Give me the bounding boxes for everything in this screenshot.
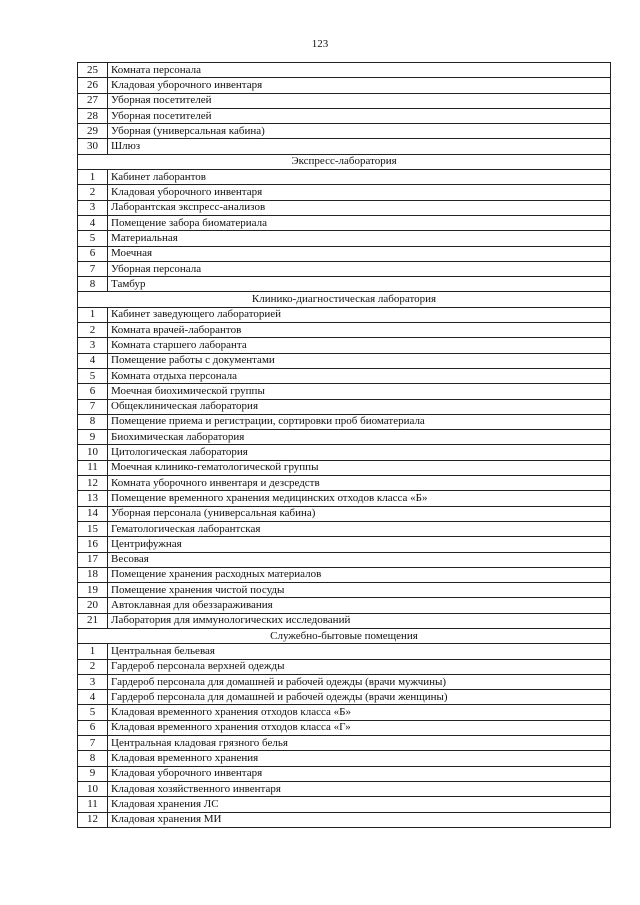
table-row bbox=[78, 720, 611, 735]
table-row bbox=[78, 430, 611, 445]
table-row bbox=[78, 445, 611, 460]
room-name: Комната уборочного инвентаря и дезсредств bbox=[108, 476, 611, 491]
room-name: Гематологическая лаборантская bbox=[108, 521, 611, 536]
room-number: 10 bbox=[78, 781, 108, 796]
room-name: Шлюз bbox=[108, 139, 611, 154]
room-name: Комната врачей-лаборантов bbox=[108, 323, 611, 338]
table-row bbox=[78, 231, 611, 246]
room-name: Уборная персонала (универсальная кабина) bbox=[108, 506, 611, 521]
table-row bbox=[78, 215, 611, 230]
room-number: 15 bbox=[78, 521, 108, 536]
table-row bbox=[78, 368, 611, 383]
room-number: 11 bbox=[78, 797, 108, 812]
room-name: Кладовая уборочного инвентаря bbox=[108, 766, 611, 781]
section-header-row bbox=[78, 292, 611, 307]
room-number: 25 bbox=[78, 63, 108, 78]
room-number: 1 bbox=[78, 170, 108, 185]
table-row bbox=[78, 353, 611, 368]
table-row bbox=[78, 307, 611, 322]
room-name: Моечная биохимической группы bbox=[108, 384, 611, 399]
room-name: Центральная кладовая грязного белья bbox=[108, 736, 611, 751]
table-row bbox=[78, 491, 611, 506]
table-row bbox=[78, 552, 611, 567]
table-row bbox=[78, 521, 611, 536]
room-name: Центрифужная bbox=[108, 537, 611, 552]
room-number: 3 bbox=[78, 338, 108, 353]
room-number: 19 bbox=[78, 583, 108, 598]
room-number: 6 bbox=[78, 384, 108, 399]
table-row bbox=[78, 139, 611, 154]
room-number: 1 bbox=[78, 644, 108, 659]
table-row bbox=[78, 476, 611, 491]
room-name: Кладовая хранения ЛС bbox=[108, 797, 611, 812]
table-row bbox=[78, 506, 611, 521]
room-name: Кладовая временного хранения bbox=[108, 751, 611, 766]
room-name: Лаборантская экспресс-анализов bbox=[108, 200, 611, 215]
table-row bbox=[78, 812, 611, 827]
room-name: Моечная клинико-гематологической группы bbox=[108, 460, 611, 475]
table-row bbox=[78, 93, 611, 108]
rooms-table-body bbox=[78, 63, 611, 828]
room-name: Гардероб персонала для домашней и рабочей одежды (врачи женщины) bbox=[108, 690, 611, 705]
table-row bbox=[78, 736, 611, 751]
table-row bbox=[78, 185, 611, 200]
room-name: Помещение приема и регистрации, сортировки проб биоматериала bbox=[108, 414, 611, 429]
room-number: 29 bbox=[78, 124, 108, 139]
room-name: Гардероб персонала для домашней и рабочей одежды (врачи мужчины) bbox=[108, 674, 611, 689]
table-row bbox=[78, 781, 611, 796]
room-number: 3 bbox=[78, 200, 108, 215]
room-number: 13 bbox=[78, 491, 108, 506]
room-number: 27 bbox=[78, 93, 108, 108]
table-row bbox=[78, 200, 611, 215]
page-number: 123 bbox=[311, 38, 329, 50]
room-name: Кладовая уборочного инвентаря bbox=[108, 78, 611, 93]
room-name: Гардероб персонала верхней одежды bbox=[108, 659, 611, 674]
table-row bbox=[78, 78, 611, 93]
table-row bbox=[78, 644, 611, 659]
table-row bbox=[78, 323, 611, 338]
table-row bbox=[78, 567, 611, 582]
room-name: Материальная bbox=[108, 231, 611, 246]
table-row bbox=[78, 124, 611, 139]
section-header-row bbox=[78, 628, 611, 643]
room-name: Общеклиническая лаборатория bbox=[108, 399, 611, 414]
room-name: Комната старшего лаборанта bbox=[108, 338, 611, 353]
room-number: 9 bbox=[78, 766, 108, 781]
room-number: 6 bbox=[78, 246, 108, 261]
room-name: Уборная персонала bbox=[108, 261, 611, 276]
room-number: 2 bbox=[78, 185, 108, 200]
room-name: Кладовая хозяйственного инвентаря bbox=[108, 781, 611, 796]
room-number: 21 bbox=[78, 613, 108, 628]
table-row bbox=[78, 659, 611, 674]
room-number: 26 bbox=[78, 78, 108, 93]
section-header-row bbox=[78, 154, 611, 169]
table-row bbox=[78, 537, 611, 552]
room-number: 12 bbox=[78, 812, 108, 827]
room-name: Лаборатория для иммунологических исследований bbox=[108, 613, 611, 628]
table-row bbox=[78, 674, 611, 689]
room-number: 5 bbox=[78, 705, 108, 720]
room-name: Комната персонала bbox=[108, 63, 611, 78]
room-number: 17 bbox=[78, 552, 108, 567]
table-row bbox=[78, 246, 611, 261]
table-row bbox=[78, 399, 611, 414]
room-number: 20 bbox=[78, 598, 108, 613]
table-row bbox=[78, 414, 611, 429]
room-name: Помещение работы с документами bbox=[108, 353, 611, 368]
room-name: Помещение забора биоматериала bbox=[108, 215, 611, 230]
room-number: 7 bbox=[78, 261, 108, 276]
room-number: 4 bbox=[78, 353, 108, 368]
room-number: 4 bbox=[78, 690, 108, 705]
room-name: Уборная (универсальная кабина) bbox=[108, 124, 611, 139]
room-name: Моечная bbox=[108, 246, 611, 261]
room-number: 14 bbox=[78, 506, 108, 521]
room-name: Центральная бельевая bbox=[108, 644, 611, 659]
room-name: Автоклавная для обеззараживания bbox=[108, 598, 611, 613]
room-name: Кладовая временного хранения отходов класса «Б» bbox=[108, 705, 611, 720]
room-number: 6 bbox=[78, 720, 108, 735]
section-title: Клинико-диагностическая лаборатория bbox=[78, 292, 611, 307]
room-number: 8 bbox=[78, 414, 108, 429]
table-row bbox=[78, 338, 611, 353]
section-title: Служебно-бытовые помещения bbox=[78, 628, 611, 643]
table-row bbox=[78, 170, 611, 185]
room-number: 10 bbox=[78, 445, 108, 460]
room-name: Комната отдыха персонала bbox=[108, 368, 611, 383]
room-number: 5 bbox=[78, 231, 108, 246]
room-number: 16 bbox=[78, 537, 108, 552]
room-number: 2 bbox=[78, 323, 108, 338]
room-number: 8 bbox=[78, 277, 108, 292]
room-number: 9 bbox=[78, 430, 108, 445]
table-row bbox=[78, 690, 611, 705]
table-row bbox=[78, 277, 611, 292]
room-name: Помещение хранения расходных материалов bbox=[108, 567, 611, 582]
room-number: 3 bbox=[78, 674, 108, 689]
room-name: Кабинет заведующего лабораторией bbox=[108, 307, 611, 322]
room-name: Тамбур bbox=[108, 277, 611, 292]
room-name: Весовая bbox=[108, 552, 611, 567]
room-number: 2 bbox=[78, 659, 108, 674]
room-number: 8 bbox=[78, 751, 108, 766]
table-row bbox=[78, 261, 611, 276]
room-name: Биохимическая лаборатория bbox=[108, 430, 611, 445]
room-name: Уборная посетителей bbox=[108, 108, 611, 123]
table-row bbox=[78, 705, 611, 720]
room-name: Кладовая хранения МИ bbox=[108, 812, 611, 827]
room-number: 28 bbox=[78, 108, 108, 123]
table-row bbox=[78, 384, 611, 399]
room-number: 7 bbox=[78, 399, 108, 414]
table-row bbox=[78, 583, 611, 598]
room-name: Уборная посетителей bbox=[108, 93, 611, 108]
table-row bbox=[78, 797, 611, 812]
table-row bbox=[78, 598, 611, 613]
table-row bbox=[78, 751, 611, 766]
room-name: Цитологическая лаборатория bbox=[108, 445, 611, 460]
room-number: 5 bbox=[78, 368, 108, 383]
room-number: 4 bbox=[78, 215, 108, 230]
room-name: Помещение хранения чистой посуды bbox=[108, 583, 611, 598]
table-row bbox=[78, 108, 611, 123]
room-number: 30 bbox=[78, 139, 108, 154]
room-number: 11 bbox=[78, 460, 108, 475]
room-name: Кладовая временного хранения отходов класса «Г» bbox=[108, 720, 611, 735]
section-title: Экспресс-лаборатория bbox=[78, 154, 611, 169]
room-number: 1 bbox=[78, 307, 108, 322]
room-name: Кабинет лаборантов bbox=[108, 170, 611, 185]
room-name: Кладовая уборочного инвентаря bbox=[108, 185, 611, 200]
table-row bbox=[78, 460, 611, 475]
table-row bbox=[78, 63, 611, 78]
room-number: 12 bbox=[78, 476, 108, 491]
rooms-table bbox=[77, 62, 611, 828]
table-row bbox=[78, 766, 611, 781]
room-number: 18 bbox=[78, 567, 108, 582]
table-row bbox=[78, 613, 611, 628]
room-number: 7 bbox=[78, 736, 108, 751]
room-name: Помещение временного хранения медицинских отходов класса «Б» bbox=[108, 491, 611, 506]
